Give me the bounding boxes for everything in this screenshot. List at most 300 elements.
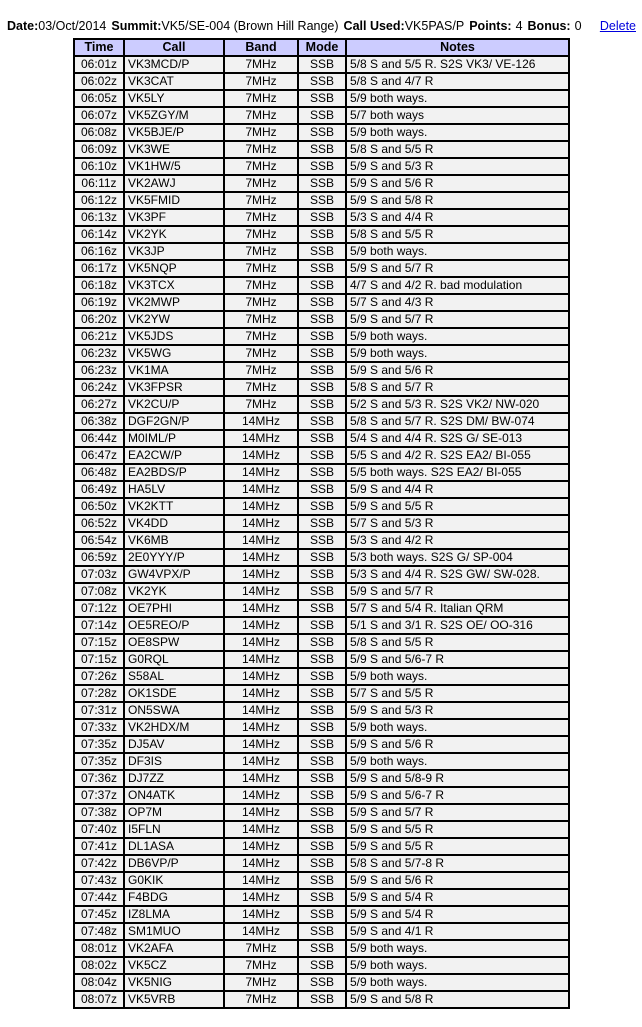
cell-call: VK1HW/5 bbox=[124, 158, 224, 175]
table-row bbox=[74, 192, 569, 209]
table-row bbox=[74, 243, 569, 260]
table-row bbox=[74, 141, 569, 158]
cell-notes: 5/9 both ways. bbox=[346, 957, 569, 974]
cell-notes: 5/8 S and 5/5 R bbox=[346, 141, 569, 158]
cell-time: 06:19z bbox=[74, 294, 124, 311]
cell-mode: SSB bbox=[298, 430, 346, 447]
cell-mode: SSB bbox=[298, 481, 346, 498]
cell-call: VK5NQP bbox=[124, 260, 224, 277]
cell-band: 7MHz bbox=[224, 311, 298, 328]
cell-notes: 5/9 both ways. bbox=[346, 940, 569, 957]
cell-time: 07:38z bbox=[74, 804, 124, 821]
cell-band: 7MHz bbox=[224, 345, 298, 362]
cell-call: EA2CW/P bbox=[124, 447, 224, 464]
call-used-value: VK5PAS/P bbox=[404, 19, 465, 33]
cell-time: 06:18z bbox=[74, 277, 124, 294]
table-row bbox=[74, 345, 569, 362]
cell-time: 06:54z bbox=[74, 532, 124, 549]
cell-notes: 5/3 S and 4/2 R bbox=[346, 532, 569, 549]
cell-band: 14MHz bbox=[224, 634, 298, 651]
table-row bbox=[74, 430, 569, 447]
cell-time: 07:15z bbox=[74, 634, 124, 651]
cell-call: VK2YK bbox=[124, 583, 224, 600]
cell-notes: 5/9 S and 5/5 R bbox=[346, 838, 569, 855]
cell-call: VK5VRB bbox=[124, 991, 224, 1008]
table-row bbox=[74, 838, 569, 855]
cell-notes: 5/9 S and 5/4 R bbox=[346, 889, 569, 906]
cell-mode: SSB bbox=[298, 940, 346, 957]
cell-notes: 5/5 S and 4/2 R. S2S EA2/ BI-055 bbox=[346, 447, 569, 464]
cell-time: 08:02z bbox=[74, 957, 124, 974]
cell-call: VK6MB bbox=[124, 532, 224, 549]
cell-mode: SSB bbox=[298, 838, 346, 855]
cell-time: 06:05z bbox=[74, 90, 124, 107]
cell-mode: SSB bbox=[298, 396, 346, 413]
cell-time: 06:09z bbox=[74, 141, 124, 158]
cell-call: OE7PHI bbox=[124, 600, 224, 617]
cell-call: ON4ATK bbox=[124, 787, 224, 804]
cell-mode: SSB bbox=[298, 787, 346, 804]
date-value: 03/Oct/2014 bbox=[38, 19, 107, 33]
cell-call: VK5NIG bbox=[124, 974, 224, 991]
cell-band: 14MHz bbox=[224, 736, 298, 753]
table-row bbox=[74, 277, 569, 294]
cell-call: VK5JDS bbox=[124, 328, 224, 345]
cell-call: VK2AWJ bbox=[124, 175, 224, 192]
cell-call: EA2BDS/P bbox=[124, 464, 224, 481]
cell-call: S58AL bbox=[124, 668, 224, 685]
cell-call: VK2HDX/M bbox=[124, 719, 224, 736]
cell-call: HA5LV bbox=[124, 481, 224, 498]
table-row bbox=[74, 787, 569, 804]
cell-time: 06:08z bbox=[74, 124, 124, 141]
cell-mode: SSB bbox=[298, 770, 346, 787]
cell-time: 07:35z bbox=[74, 736, 124, 753]
cell-notes: 5/9 S and 5/7 R bbox=[346, 804, 569, 821]
column-header-call: Call bbox=[124, 39, 224, 56]
table-row bbox=[74, 668, 569, 685]
cell-band: 7MHz bbox=[224, 379, 298, 396]
cell-notes: 5/9 S and 5/6 R bbox=[346, 872, 569, 889]
cell-call: VK5ZGY/M bbox=[124, 107, 224, 124]
cell-notes: 5/9 S and 5/7 R bbox=[346, 260, 569, 277]
cell-time: 07:41z bbox=[74, 838, 124, 855]
table-row bbox=[74, 583, 569, 600]
cell-band: 7MHz bbox=[224, 396, 298, 413]
cell-band: 7MHz bbox=[224, 141, 298, 158]
cell-band: 14MHz bbox=[224, 753, 298, 770]
table-row bbox=[74, 549, 569, 566]
cell-notes: 5/9 both ways. bbox=[346, 345, 569, 362]
cell-mode: SSB bbox=[298, 226, 346, 243]
cell-call: VK2KTT bbox=[124, 498, 224, 515]
cell-call: VK2YK bbox=[124, 226, 224, 243]
table-row bbox=[74, 413, 569, 430]
cell-band: 14MHz bbox=[224, 617, 298, 634]
cell-time: 06:27z bbox=[74, 396, 124, 413]
cell-call: DGF2GN/P bbox=[124, 413, 224, 430]
cell-time: 07:15z bbox=[74, 651, 124, 668]
cell-mode: SSB bbox=[298, 702, 346, 719]
date-label: Date: bbox=[7, 19, 39, 33]
cell-call: OE5REO/P bbox=[124, 617, 224, 634]
cell-band: 14MHz bbox=[224, 770, 298, 787]
cell-notes: 5/9 S and 5/6 R bbox=[346, 362, 569, 379]
cell-time: 08:04z bbox=[74, 974, 124, 991]
cell-band: 14MHz bbox=[224, 855, 298, 872]
cell-time: 07:40z bbox=[74, 821, 124, 838]
cell-band: 7MHz bbox=[224, 175, 298, 192]
table-row bbox=[74, 770, 569, 787]
cell-call: VK3TCX bbox=[124, 277, 224, 294]
cell-mode: SSB bbox=[298, 498, 346, 515]
cell-notes: 5/3 S and 4/4 R. S2S GW/ SW-028. bbox=[346, 566, 569, 583]
cell-mode: SSB bbox=[298, 532, 346, 549]
summit-label: Summit: bbox=[111, 19, 162, 33]
cell-mode: SSB bbox=[298, 141, 346, 158]
cell-call: VK5CZ bbox=[124, 957, 224, 974]
table-row bbox=[74, 906, 569, 923]
table-row bbox=[74, 481, 569, 498]
table-row bbox=[74, 889, 569, 906]
cell-band: 14MHz bbox=[224, 549, 298, 566]
cell-notes: 5/9 S and 5/4 R bbox=[346, 906, 569, 923]
cell-call: M0IML/P bbox=[124, 430, 224, 447]
table-row bbox=[74, 855, 569, 872]
cell-mode: SSB bbox=[298, 158, 346, 175]
table-row bbox=[74, 685, 569, 702]
cell-notes: 5/8 S and 5/7 R bbox=[346, 379, 569, 396]
cell-notes: 5/9 both ways. bbox=[346, 90, 569, 107]
column-header-band: Band bbox=[224, 39, 298, 56]
cell-notes: 5/8 S and 5/7 R. S2S DM/ BW-074 bbox=[346, 413, 569, 430]
cell-call: SM1MUO bbox=[124, 923, 224, 940]
cell-mode: SSB bbox=[298, 124, 346, 141]
cell-mode: SSB bbox=[298, 923, 346, 940]
column-header-mode: Mode bbox=[298, 39, 346, 56]
bonus-label: Bonus: bbox=[527, 19, 571, 33]
cell-mode: SSB bbox=[298, 634, 346, 651]
table-row bbox=[74, 328, 569, 345]
cell-time: 07:14z bbox=[74, 617, 124, 634]
cell-band: 14MHz bbox=[224, 685, 298, 702]
cell-call: VK5FMID bbox=[124, 192, 224, 209]
log-table-body bbox=[74, 56, 569, 1008]
cell-band: 7MHz bbox=[224, 974, 298, 991]
cell-time: 06:01z bbox=[74, 56, 124, 73]
table-row bbox=[74, 515, 569, 532]
cell-time: 07:28z bbox=[74, 685, 124, 702]
cell-mode: SSB bbox=[298, 311, 346, 328]
cell-time: 06:23z bbox=[74, 345, 124, 362]
table-row bbox=[74, 396, 569, 413]
cell-notes: 5/9 S and 5/7 R bbox=[346, 583, 569, 600]
cell-notes: 5/4 S and 4/4 R. S2S G/ SE-013 bbox=[346, 430, 569, 447]
cell-band: 14MHz bbox=[224, 566, 298, 583]
table-row bbox=[74, 821, 569, 838]
cell-notes: 5/9 S and 5/5 R bbox=[346, 821, 569, 838]
summary-bar bbox=[0, 0, 642, 33]
table-row bbox=[74, 464, 569, 481]
cell-band: 14MHz bbox=[224, 872, 298, 889]
points-group bbox=[469, 19, 522, 33]
cell-call: VK3JP bbox=[124, 243, 224, 260]
cell-mode: SSB bbox=[298, 736, 346, 753]
cell-band: 14MHz bbox=[224, 430, 298, 447]
cell-band: 14MHz bbox=[224, 498, 298, 515]
cell-call: G0KIK bbox=[124, 872, 224, 889]
cell-band: 7MHz bbox=[224, 56, 298, 73]
cell-time: 07:35z bbox=[74, 753, 124, 770]
cell-time: 06:48z bbox=[74, 464, 124, 481]
cell-time: 06:07z bbox=[74, 107, 124, 124]
delete-link[interactable]: Delete bbox=[599, 19, 636, 33]
cell-notes: 5/9 both ways. bbox=[346, 328, 569, 345]
cell-mode: SSB bbox=[298, 413, 346, 430]
bonus-value: 0 bbox=[574, 19, 582, 33]
log-table bbox=[73, 38, 570, 1009]
cell-band: 7MHz bbox=[224, 362, 298, 379]
cell-call: DF3IS bbox=[124, 753, 224, 770]
cell-band: 14MHz bbox=[224, 838, 298, 855]
table-row bbox=[74, 226, 569, 243]
cell-mode: SSB bbox=[298, 464, 346, 481]
cell-notes: 5/7 S and 4/3 R bbox=[346, 294, 569, 311]
cell-notes: 5/1 S and 3/1 R. S2S OE/ OO-316 bbox=[346, 617, 569, 634]
cell-time: 07:03z bbox=[74, 566, 124, 583]
cell-mode: SSB bbox=[298, 107, 346, 124]
cell-time: 06:21z bbox=[74, 328, 124, 345]
cell-notes: 5/8 S and 5/7-8 R bbox=[346, 855, 569, 872]
cell-mode: SSB bbox=[298, 362, 346, 379]
cell-time: 06:20z bbox=[74, 311, 124, 328]
cell-time: 06:38z bbox=[74, 413, 124, 430]
cell-call: OE8SPW bbox=[124, 634, 224, 651]
cell-mode: SSB bbox=[298, 90, 346, 107]
cell-time: 08:07z bbox=[74, 991, 124, 1008]
cell-notes: 5/7 S and 5/3 R bbox=[346, 515, 569, 532]
cell-mode: SSB bbox=[298, 855, 346, 872]
cell-band: 7MHz bbox=[224, 73, 298, 90]
cell-notes: 5/8 S and 5/5 R bbox=[346, 634, 569, 651]
cell-call: OK1SDE bbox=[124, 685, 224, 702]
call-used-group bbox=[344, 19, 465, 33]
cell-mode: SSB bbox=[298, 872, 346, 889]
cell-mode: SSB bbox=[298, 600, 346, 617]
cell-notes: 5/9 S and 5/8 R bbox=[346, 991, 569, 1008]
cell-call: VK5BJE/P bbox=[124, 124, 224, 141]
cell-notes: 5/9 S and 5/6-7 R bbox=[346, 651, 569, 668]
cell-band: 14MHz bbox=[224, 464, 298, 481]
cell-time: 06:24z bbox=[74, 379, 124, 396]
cell-band: 14MHz bbox=[224, 583, 298, 600]
table-row bbox=[74, 634, 569, 651]
cell-time: 06:59z bbox=[74, 549, 124, 566]
cell-time: 07:08z bbox=[74, 583, 124, 600]
cell-notes: 5/9 S and 5/3 R bbox=[346, 158, 569, 175]
cell-time: 07:12z bbox=[74, 600, 124, 617]
cell-mode: SSB bbox=[298, 294, 346, 311]
cell-mode: SSB bbox=[298, 991, 346, 1008]
cell-time: 06:14z bbox=[74, 226, 124, 243]
cell-time: 06:23z bbox=[74, 362, 124, 379]
cell-call: VK2AFA bbox=[124, 940, 224, 957]
cell-time: 06:13z bbox=[74, 209, 124, 226]
cell-mode: SSB bbox=[298, 668, 346, 685]
table-row bbox=[74, 260, 569, 277]
cell-band: 14MHz bbox=[224, 651, 298, 668]
cell-call: VK3MCD/P bbox=[124, 56, 224, 73]
table-row bbox=[74, 804, 569, 821]
cell-band: 7MHz bbox=[224, 243, 298, 260]
cell-call: VK2MWP bbox=[124, 294, 224, 311]
cell-notes: 5/9 both ways. bbox=[346, 719, 569, 736]
cell-band: 14MHz bbox=[224, 413, 298, 430]
call-used-label: Call Used: bbox=[343, 19, 405, 33]
cell-call: VK5LY bbox=[124, 90, 224, 107]
cell-notes: 5/3 both ways. S2S G/ SP-004 bbox=[346, 549, 569, 566]
cell-band: 7MHz bbox=[224, 209, 298, 226]
cell-notes: 5/7 both ways bbox=[346, 107, 569, 124]
table-row bbox=[74, 379, 569, 396]
cell-mode: SSB bbox=[298, 583, 346, 600]
table-row bbox=[74, 872, 569, 889]
cell-time: 07:48z bbox=[74, 923, 124, 940]
cell-call: OP7M bbox=[124, 804, 224, 821]
cell-call: IZ8LMA bbox=[124, 906, 224, 923]
table-row bbox=[74, 158, 569, 175]
table-row bbox=[74, 736, 569, 753]
cell-notes: 5/5 both ways. S2S EA2/ BI-055 bbox=[346, 464, 569, 481]
cell-band: 14MHz bbox=[224, 668, 298, 685]
cell-call: ON5SWA bbox=[124, 702, 224, 719]
cell-call: 2E0YYY/P bbox=[124, 549, 224, 566]
cell-call: VK4DD bbox=[124, 515, 224, 532]
cell-time: 06:49z bbox=[74, 481, 124, 498]
cell-mode: SSB bbox=[298, 753, 346, 770]
cell-call: VK3CAT bbox=[124, 73, 224, 90]
cell-time: 06:50z bbox=[74, 498, 124, 515]
cell-notes: 5/3 S and 4/4 R bbox=[346, 209, 569, 226]
cell-band: 7MHz bbox=[224, 957, 298, 974]
cell-band: 7MHz bbox=[224, 90, 298, 107]
table-row bbox=[74, 124, 569, 141]
cell-mode: SSB bbox=[298, 549, 346, 566]
cell-band: 14MHz bbox=[224, 447, 298, 464]
cell-call: VK2CU/P bbox=[124, 396, 224, 413]
cell-time: 07:44z bbox=[74, 889, 124, 906]
cell-mode: SSB bbox=[298, 243, 346, 260]
cell-band: 14MHz bbox=[224, 719, 298, 736]
cell-notes: 5/7 S and 5/4 R. Italian QRM bbox=[346, 600, 569, 617]
cell-time: 06:17z bbox=[74, 260, 124, 277]
cell-notes: 5/9 S and 5/8-9 R bbox=[346, 770, 569, 787]
cell-mode: SSB bbox=[298, 906, 346, 923]
cell-mode: SSB bbox=[298, 73, 346, 90]
cell-notes: 5/9 both ways. bbox=[346, 243, 569, 260]
cell-mode: SSB bbox=[298, 889, 346, 906]
cell-call: I5FLN bbox=[124, 821, 224, 838]
cell-mode: SSB bbox=[298, 974, 346, 991]
cell-band: 7MHz bbox=[224, 107, 298, 124]
points-label: Points: bbox=[469, 19, 512, 33]
cell-time: 07:26z bbox=[74, 668, 124, 685]
cell-band: 14MHz bbox=[224, 787, 298, 804]
cell-band: 14MHz bbox=[224, 515, 298, 532]
cell-band: 7MHz bbox=[224, 940, 298, 957]
table-row bbox=[74, 498, 569, 515]
table-row bbox=[74, 702, 569, 719]
cell-notes: 4/7 S and 4/2 R. bad modulation bbox=[346, 277, 569, 294]
summit-group bbox=[111, 19, 338, 33]
cell-notes: 5/9 S and 5/8 R bbox=[346, 192, 569, 209]
cell-band: 7MHz bbox=[224, 260, 298, 277]
table-row bbox=[74, 56, 569, 73]
cell-mode: SSB bbox=[298, 957, 346, 974]
cell-mode: SSB bbox=[298, 260, 346, 277]
cell-notes: 5/9 S and 4/1 R bbox=[346, 923, 569, 940]
table-row bbox=[74, 107, 569, 124]
cell-band: 14MHz bbox=[224, 600, 298, 617]
date-group bbox=[7, 19, 106, 33]
cell-band: 14MHz bbox=[224, 923, 298, 940]
cell-band: 14MHz bbox=[224, 906, 298, 923]
cell-call: DJ5AV bbox=[124, 736, 224, 753]
table-row bbox=[74, 923, 569, 940]
cell-notes: 5/7 S and 5/5 R bbox=[346, 685, 569, 702]
cell-time: 06:02z bbox=[74, 73, 124, 90]
cell-mode: SSB bbox=[298, 328, 346, 345]
cell-mode: SSB bbox=[298, 277, 346, 294]
table-row bbox=[74, 447, 569, 464]
cell-call: VK3FPSR bbox=[124, 379, 224, 396]
table-row bbox=[74, 957, 569, 974]
cell-notes: 5/8 S and 5/5 R bbox=[346, 226, 569, 243]
cell-band: 14MHz bbox=[224, 532, 298, 549]
cell-time: 07:42z bbox=[74, 855, 124, 872]
cell-band: 7MHz bbox=[224, 294, 298, 311]
cell-notes: 5/9 both ways. bbox=[346, 974, 569, 991]
cell-mode: SSB bbox=[298, 685, 346, 702]
cell-mode: SSB bbox=[298, 804, 346, 821]
cell-mode: SSB bbox=[298, 447, 346, 464]
cell-notes: 5/9 S and 5/7 R bbox=[346, 311, 569, 328]
table-row bbox=[74, 90, 569, 107]
cell-time: 06:52z bbox=[74, 515, 124, 532]
table-row bbox=[74, 991, 569, 1008]
cell-band: 7MHz bbox=[224, 328, 298, 345]
cell-mode: SSB bbox=[298, 192, 346, 209]
table-row bbox=[74, 753, 569, 770]
points-value: 4 bbox=[515, 19, 523, 33]
table-row bbox=[74, 617, 569, 634]
cell-mode: SSB bbox=[298, 175, 346, 192]
cell-band: 14MHz bbox=[224, 702, 298, 719]
cell-time: 06:47z bbox=[74, 447, 124, 464]
cell-time: 07:31z bbox=[74, 702, 124, 719]
cell-time: 06:12z bbox=[74, 192, 124, 209]
cell-notes: 5/8 S and 5/5 R. S2S VK3/ VE-126 bbox=[346, 56, 569, 73]
cell-call: DL1ASA bbox=[124, 838, 224, 855]
cell-time: 06:44z bbox=[74, 430, 124, 447]
table-header-row bbox=[74, 39, 569, 56]
cell-time: 08:01z bbox=[74, 940, 124, 957]
cell-notes: 5/8 S and 4/7 R bbox=[346, 73, 569, 90]
cell-notes: 5/9 S and 5/5 R bbox=[346, 498, 569, 515]
table-row bbox=[74, 532, 569, 549]
cell-mode: SSB bbox=[298, 651, 346, 668]
cell-notes: 5/9 both ways. bbox=[346, 753, 569, 770]
